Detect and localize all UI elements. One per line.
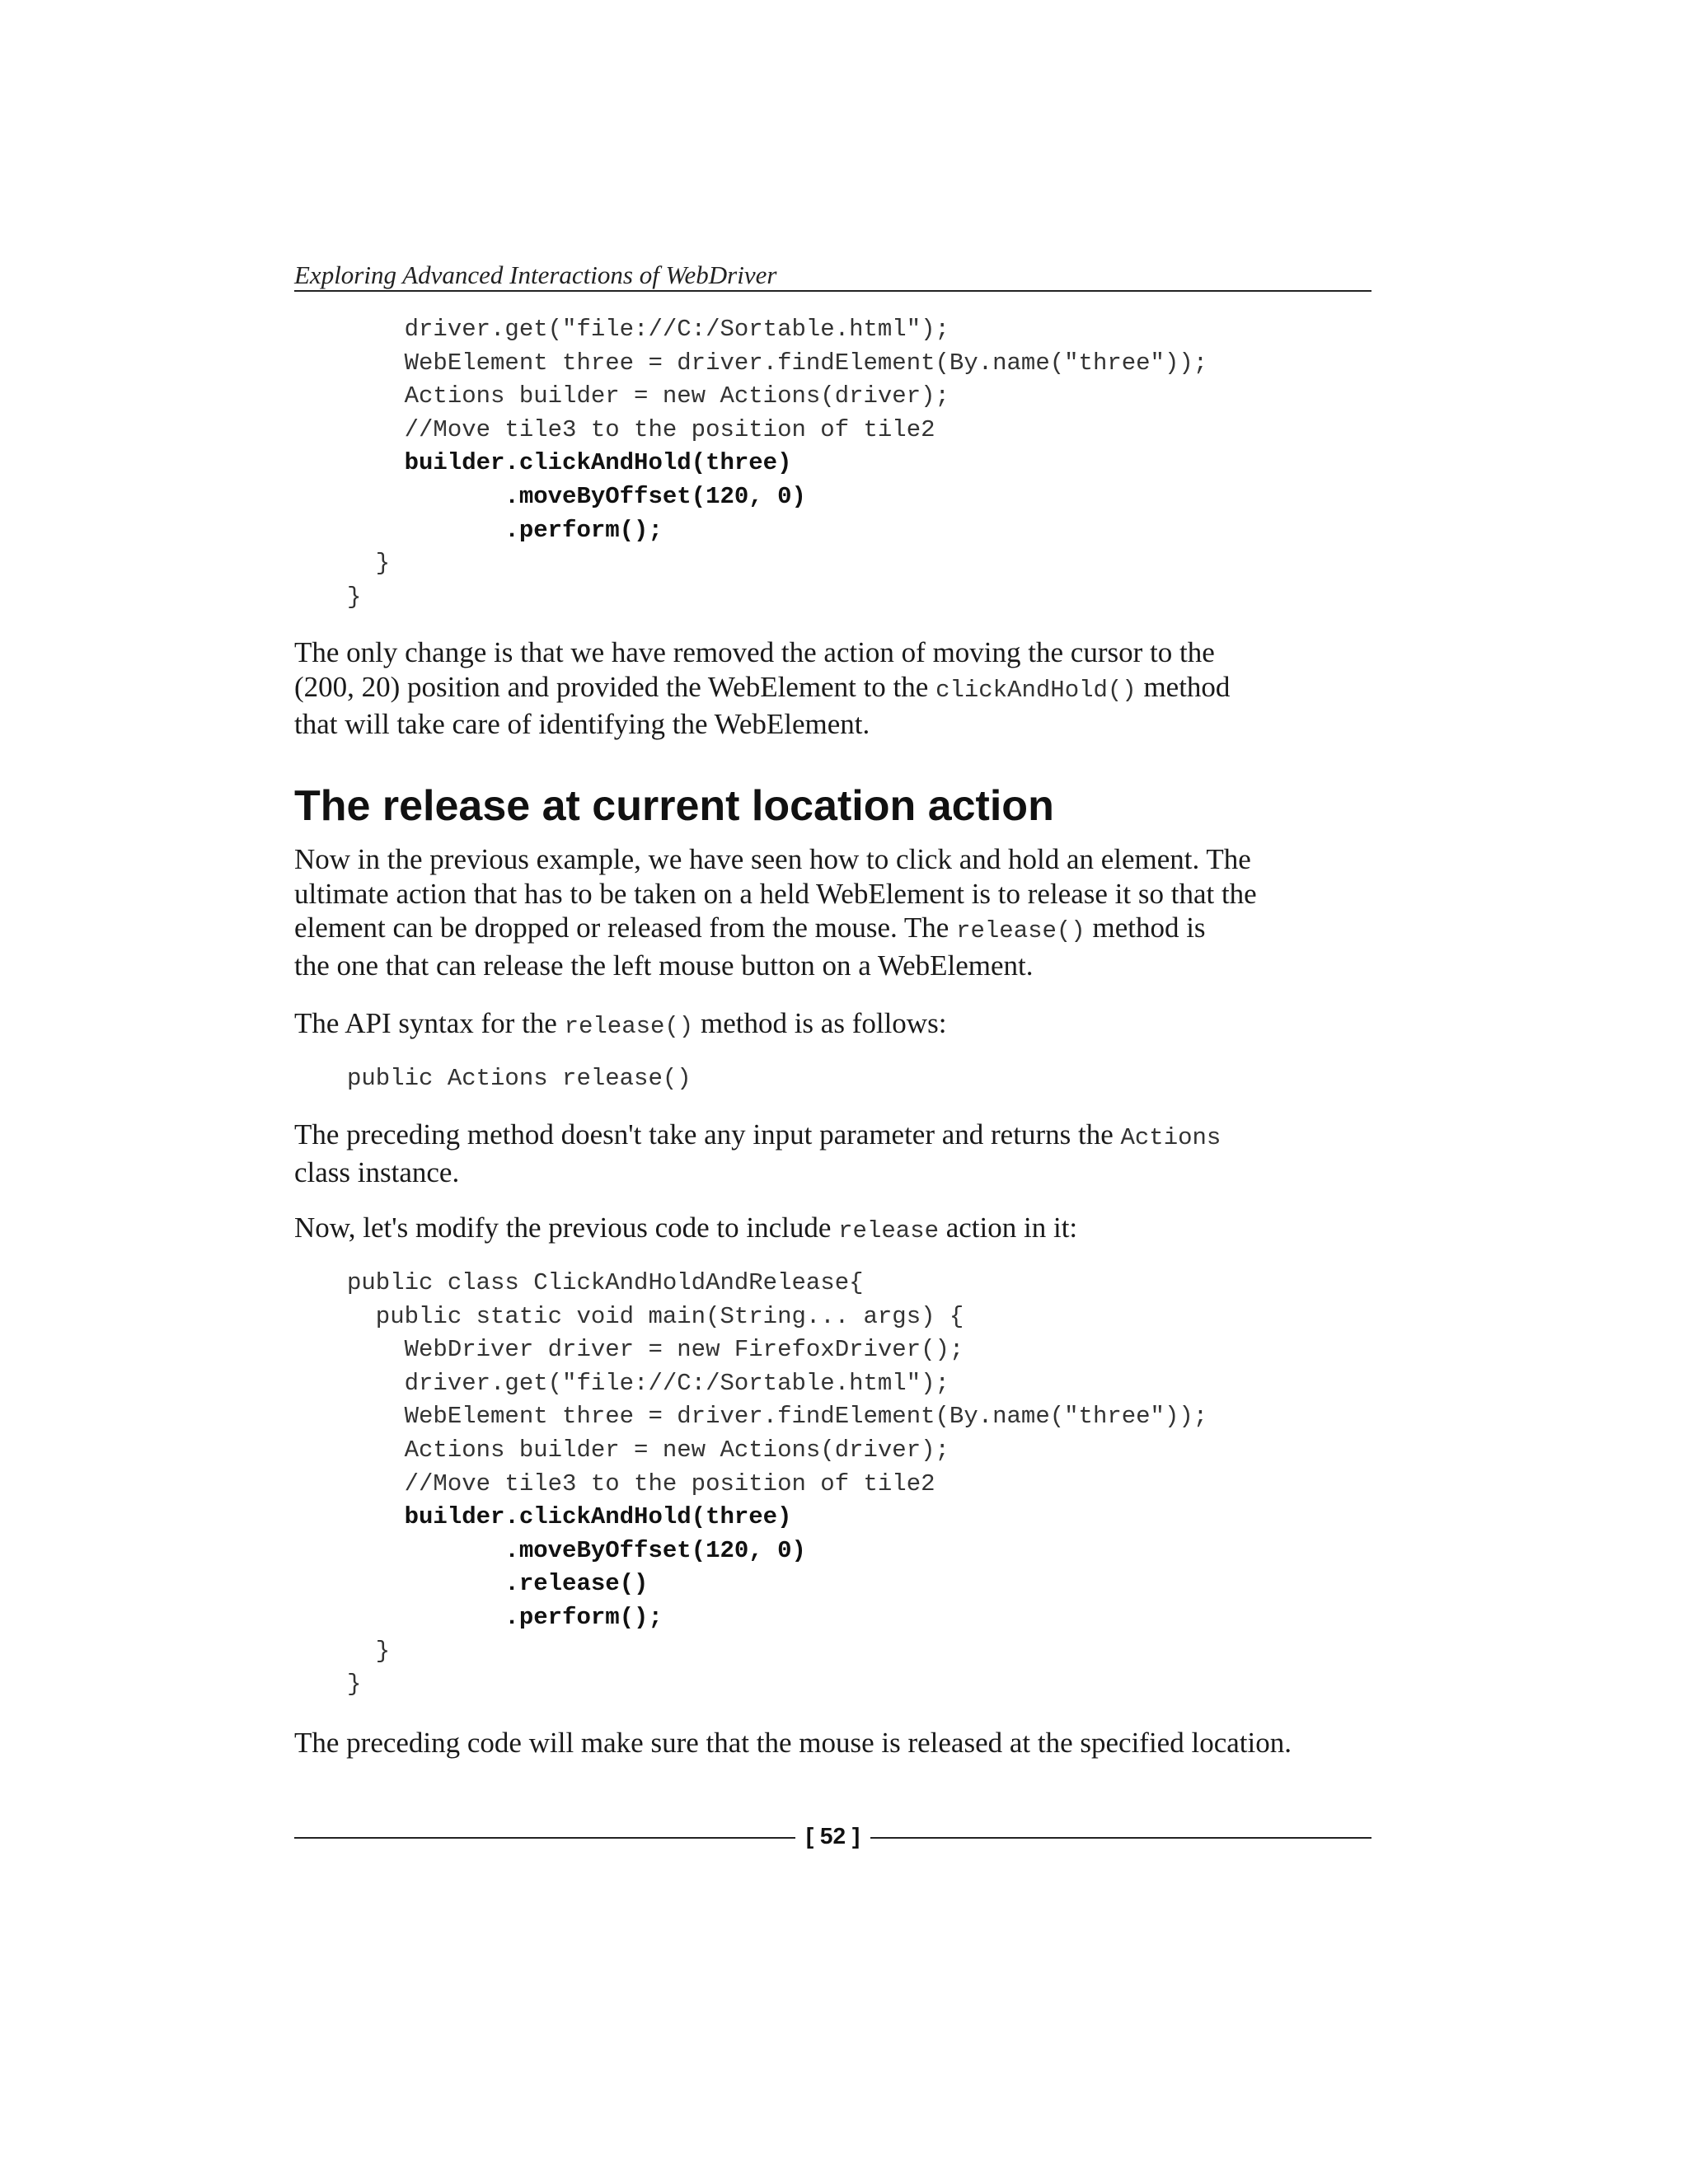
code-line: builder.clickAndHold(three) — [347, 1503, 792, 1531]
text-span: method is — [1085, 912, 1206, 944]
code-line: //Move tile3 to the position of tile2 — [347, 415, 935, 443]
code-line: public Actions release() — [347, 1065, 692, 1092]
code-line: } — [347, 583, 362, 611]
code-block-move-by-offset — [347, 313, 1207, 614]
text-line: ultimate action that has to be taken on a held WebElement is to release it so that the — [294, 877, 1257, 910]
inline-code: release() — [564, 1013, 694, 1040]
code-line: public static void main(String... args) { — [347, 1302, 964, 1330]
page-number: [ 52 ] — [805, 1823, 860, 1849]
code-line: Actions builder = new Actions(driver); — [347, 382, 950, 410]
section-heading: The release at current location action — [294, 782, 1054, 830]
code-line: .perform(); — [347, 516, 663, 544]
paragraph-api-syntax — [294, 1006, 1382, 1044]
code-block-click-hold-release — [347, 1267, 1207, 1702]
code-line: driver.get("file://C:/Sortable.html"); — [347, 1369, 950, 1397]
code-line: .release() — [347, 1570, 649, 1598]
code-line: WebElement three = driver.findElement(By.name("three")); — [347, 349, 1208, 377]
code-line: driver.get("file://C:/Sortable.html"); — [347, 316, 950, 343]
code-line: .moveByOffset(120, 0) — [347, 482, 806, 510]
code-line: WebElement three = driver.findElement(By.name("three")); — [347, 1403, 1208, 1431]
code-line: } — [347, 1671, 362, 1699]
inline-code: clickAndHold() — [935, 676, 1137, 704]
text-line — [294, 1211, 1382, 1249]
paragraph-conclusion — [294, 1726, 1382, 1760]
code-line: } — [347, 550, 391, 578]
text-line — [294, 1118, 1382, 1155]
code-line: builder.clickAndHold(three) — [347, 449, 792, 477]
text-span: method is as follows: — [693, 1007, 947, 1039]
text-span: action in it: — [938, 1212, 1078, 1244]
text-span: (200, 20) position and provided the WebElement to the — [294, 670, 936, 703]
text-line: The preceding code will make sure that the mouse is released at the specified location. — [294, 1727, 1292, 1759]
text-line: Now in the previous example, we have seen how to click and hold an element. The — [294, 843, 1251, 875]
code-line: public class ClickAndHoldAndRelease{ — [347, 1269, 864, 1296]
running-header: Exploring Advanced Interactions of WebDriver — [294, 260, 777, 289]
text-span: element can be dropped or released from the mouse. The — [294, 912, 957, 944]
code-line: Actions builder = new Actions(driver); — [347, 1436, 950, 1464]
footer-rule-left — [294, 1837, 795, 1839]
paragraph-modify-code — [294, 1211, 1382, 1249]
text-span: The API syntax for the — [294, 1007, 565, 1039]
text-span: method — [1136, 670, 1231, 703]
code-block-api-signature — [347, 1062, 692, 1096]
inline-code: release — [838, 1217, 939, 1244]
paragraph-return-value — [294, 1118, 1382, 1189]
text-line: the one that can release the left mouse button on a WebElement. — [294, 949, 1034, 982]
code-line: .perform(); — [347, 1603, 663, 1631]
text-line — [294, 1006, 1382, 1044]
code-line: .moveByOffset(120, 0) — [347, 1536, 806, 1564]
code-line: } — [347, 1637, 391, 1665]
code-line: //Move tile3 to the position of tile2 — [347, 1469, 935, 1497]
text-line: The only change is that we have removed the action of moving the cursor to the — [294, 636, 1215, 668]
inline-code: Actions — [1120, 1124, 1221, 1151]
header-rule — [294, 290, 1372, 292]
text-line — [294, 911, 1382, 949]
text-line — [294, 670, 1382, 708]
text-line: that will take care of identifying the WebElement. — [294, 708, 870, 740]
text-span: The preceding method doesn't take any input parameter and returns the — [294, 1118, 1121, 1151]
paragraph-release-intro — [294, 842, 1382, 982]
inline-code: release() — [956, 917, 1085, 944]
text-span: Now, let's modify the previous code to include — [294, 1212, 839, 1244]
code-line: WebDriver driver = new FirefoxDriver(); — [347, 1336, 964, 1364]
text-line: class instance. — [294, 1155, 460, 1188]
footer-rule-right — [870, 1837, 1372, 1839]
paragraph-only-change — [294, 635, 1382, 742]
